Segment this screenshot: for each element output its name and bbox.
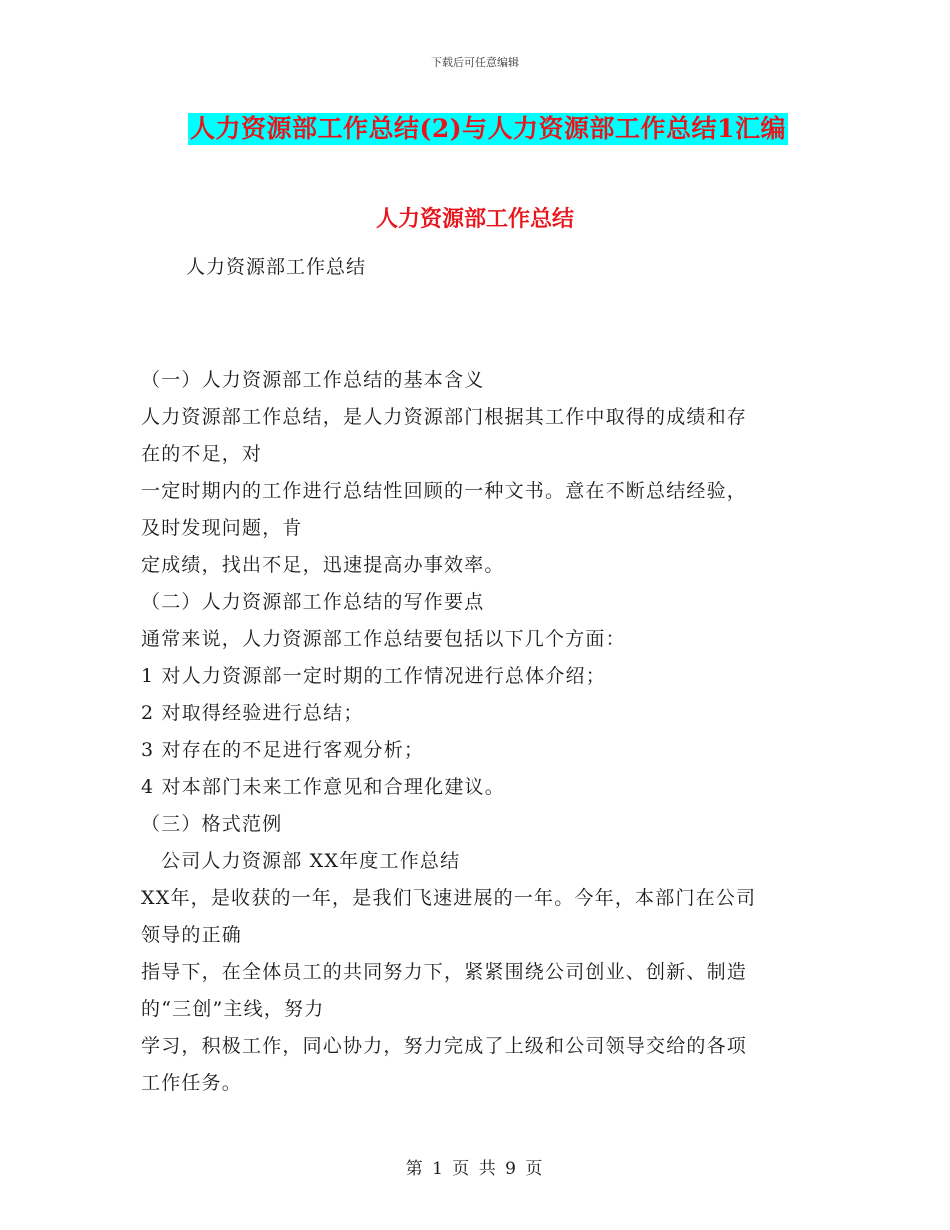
paragraph-line: 学习，积极工作，同心协力，努力完成了上级和公司领导交给的各项	[141, 1035, 748, 1057]
page-header-note: 下载后可任意编辑	[431, 56, 519, 69]
document-title: 人力资源部工作总结(2)与人力资源部工作总结1汇编	[190, 114, 786, 143]
paragraph-line: 通常来说，人力资源部工作总结要包括以下几个方面：	[141, 628, 626, 650]
paragraph-line: 定成绩，找出不足，迅速提高办事效率。	[141, 554, 505, 576]
paragraph-line: 在的不足，对	[141, 443, 263, 465]
paragraph-line: （二）人力资源部工作总结的写作要点	[141, 591, 485, 613]
paragraph-line: 及时发现问题，肯	[141, 517, 303, 539]
example-title: 公司人力资源部 XX年度工作总结	[161, 850, 461, 872]
paragraph-line: （三）格式范例	[141, 813, 283, 835]
paragraph-line: 一定时期内的工作进行总结性回顾的一种文书。意在不断总结经验，	[141, 480, 748, 502]
paragraph-line: （一）人力资源部工作总结的基本含义	[141, 369, 485, 391]
section-subheading: 人力资源部工作总结	[186, 256, 367, 278]
page-footer: 第 1 页 共 9 页	[405, 1159, 545, 1179]
list-item: 2 对取得经验进行总结；	[141, 702, 364, 724]
list-item: 4 对本部门未来工作意见和合理化建议。	[141, 776, 505, 798]
paragraph-line: 人力资源部工作总结，是人力资源部门根据其工作中取得的成绩和存	[141, 406, 748, 428]
paragraph-line: 的“三创”主线，努力	[141, 998, 325, 1020]
list-item: 3 对存在的不足进行客观分析；	[141, 739, 425, 761]
list-item: 1 对人力资源部一定时期的工作情况进行总体介绍；	[141, 665, 606, 687]
document-body	[141, 362, 811, 1102]
section-title: 人力资源部工作总结	[375, 206, 574, 232]
paragraph-line: XX年，是收获的一年，是我们飞速进展的一年。今年，本部门在公司	[141, 887, 757, 909]
paragraph-line: 领导的正确	[141, 924, 243, 946]
paragraph-line: 工作任务。	[141, 1072, 243, 1094]
paragraph-line: 指导下，在全体员工的共同努力下，紧紧围绕公司创业、创新、制造	[141, 961, 748, 983]
